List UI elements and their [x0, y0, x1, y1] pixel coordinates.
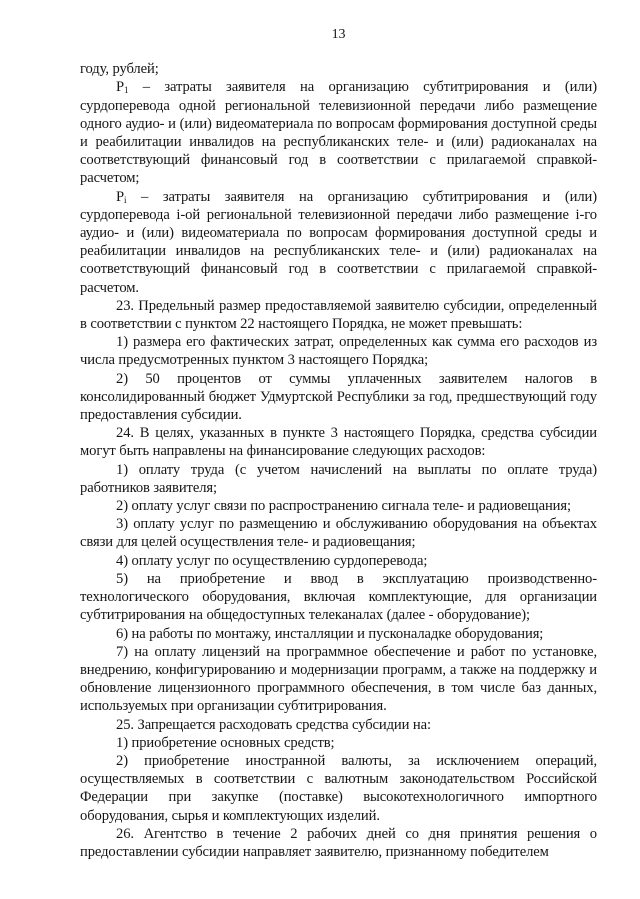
- clause-24-item-4: 4) оплату услуг по осуществлению сурдоперевода;: [116, 552, 428, 569]
- clause-24-item-1: 1) оплату труда (с учетом начислений на выплаты по оплате труда) работников заявителя;: [80, 461, 597, 496]
- clause-23-item-2: 2) 50 процентов от суммы уплаченных заявителем налогов в консолидированный бюджет Удмуртской Республики за год, предшествующий году предоставления субсидии.: [80, 370, 597, 424]
- paragraph-0: году, рублей;: [80, 61, 159, 78]
- clause-25: 25. Запрещается расходовать средства субсидии на:: [116, 716, 431, 733]
- clause-23-item-1: 1) размера его фактических затрат, определенных как сумма его расходов из числа предусмотренных пунктом 3 настоящего Порядка;: [80, 334, 597, 369]
- paragraph-2: $P_i$ – затраты заявителя на организацию субтитрирования и (или) сурдоперевода i-ой региональной телевизионной передачи либо размещение i-го аудио- и (или) видеоматериала по вопросам формирования доступной среды и реабилитации инвалидов на республиканских теле- и (или) радиоканалах на соответствующий финансовый год в соответствии с прилагаемой справкой-расчетом.: [80, 188, 597, 296]
- clause-25-item-1: 1) приобретение основных средств;: [116, 734, 335, 751]
- variable-subscript: 1: [124, 85, 129, 96]
- clause-24-item-2: 2) оплату услуг связи по распространению сигнала теле- и радиовещания;: [116, 498, 571, 515]
- variable-subscript: i: [124, 194, 127, 205]
- clause-24: 24. В целях, указанных в пункте 3 настоящего Порядка, средства субсидии могут быть направлены на финансирование следующих расходов:: [80, 425, 597, 460]
- variable-symbol: P: [116, 188, 125, 205]
- variable-symbol: P: [116, 79, 125, 96]
- clause-26: 26. Агентство в течение 2 рабочих дней со дня принятия решения о предоставлении субсидии направляет заявителю, признанному победителем: [80, 825, 597, 860]
- clause-24-item-3: 3) оплату услуг по размещению и обслуживанию оборудования на объектах связи для целей осуществления теле- и радиовещания;: [80, 516, 597, 551]
- document-page: [80, 26, 597, 861]
- paragraph-1: $P_1$ – затраты заявителя на организацию субтитрирования и (или) сурдоперевода одной региональной телевизионной передачи либо размещение одного аудио- и (или) видеоматериала по вопросам формирования доступной среды и реабилитации инвалидов на республиканских теле- и (или) радиоканалах на соответствующий финансовый год в соответствии с прилагаемой справкой-расчетом;: [80, 79, 597, 187]
- page-number: 13: [331, 27, 346, 42]
- clause-24-item-7: 7) на оплату лицензий на программное обеспечение и работ по установке, внедрению, конфигурированию и модернизации программ, а также на поддержку и обновление лицензионного программного обеспечения, в том числе баз данных, используемых при организации субтитрирования.: [80, 643, 597, 715]
- clause-24-item-6: 6) на работы по монтажу, инсталляции и пусконаладке оборудования;: [116, 625, 544, 642]
- clause-24-item-5: 5) на приобретение и ввод в эксплуатацию производственно-технологического оборудования, включая комплектующие, для организации субтитрирования на общедоступных телеканалах (далее - оборудование);: [80, 570, 597, 624]
- clause-25-item-2: 2) приобретение иностранной валюты, за исключением операций, осуществляемых в соответствии с валютным законодательством Российской Федерации при закупке (поставке) высокотехнологичного импортного оборудования, сырья и комплектующих изделий.: [80, 752, 597, 824]
- clause-23: 23. Предельный размер предоставляемой заявителю субсидии, определенный в соответствии с пунктом 22 настоящего Порядка, не может превышать:: [80, 297, 597, 333]
